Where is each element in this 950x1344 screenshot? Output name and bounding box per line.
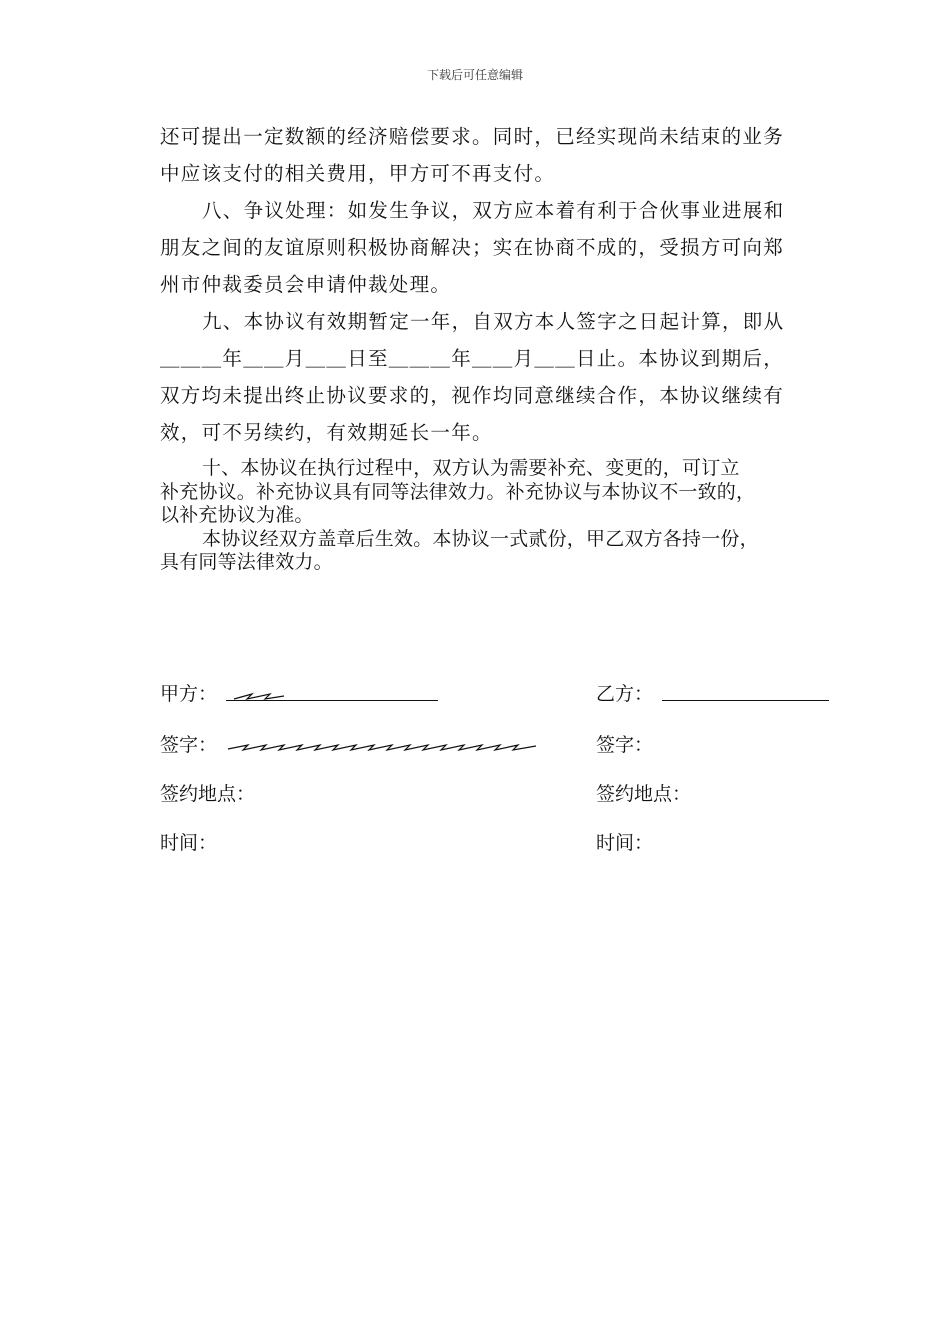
effect-line: 本协议经双方盖章后生效。本协议一式贰份，甲乙双方各持一份， [202,527,759,550]
clause-10-line: 以补充协议为准。 [160,504,314,526]
party-a-time-label: 时间： [160,832,218,854]
clause-10-line: 补充协议。补充协议具有同等法律效力。补充协议与本协议不一致的， [160,480,756,503]
clause-10-line: 十、本协议在执行过程中，双方认为需要补充、变更的，可订立 [202,457,740,479]
clause-8-line: 八、争议处理：如发生争议，双方应本着有利于合伙事业进展和 [202,199,785,222]
party-a-label: 甲方： [160,683,218,705]
party-a-sign-label: 签字： [160,734,218,756]
party-b-sign-label: 签字： [596,734,654,756]
clause-9-line: 效，可不另续约，有效期延长一年。 [160,421,493,444]
party-a-name-scribble [232,690,292,702]
paragraph-line: 还可提出一定数额的经济赔偿要求。同时，已经实现尚未结束的业务 [160,125,785,148]
clause-block-lower [160,457,840,575]
party-b-name-line[interactable] [662,700,829,701]
party-b-time-label: 时间： [596,832,654,854]
party-b-place-label: 签约地点： [596,783,692,805]
clause-9-line: 双方均未提出终止协议要求的，视作均同意继续合作，本协议继续有 [160,384,785,407]
paragraph-line: 中应该支付的相关费用，甲方可不再支付。 [160,162,556,185]
page-header: 下载后可任意编辑 [426,68,523,82]
clause-block-upper [160,118,840,451]
clause-8-line: 州市仲裁委员会申请仲裁处理。 [160,273,452,296]
clause-9-line: ＿＿＿年＿＿月＿＿日至＿＿＿年＿＿月＿＿日止。本协议到期后， [160,347,785,370]
party-b-label: 乙方： [596,683,654,705]
clause-8-line: 朋友之间的友谊原则积极协商解决；实在协商不成的，受损方可向郑 [160,236,785,259]
effect-line: 具有同等法律效力。 [160,551,333,573]
party-a-place-label: 签约地点： [160,783,256,805]
party-a-signature-scribble[interactable] [224,740,544,754]
clause-9-line: 九、本协议有效期暂定一年，自双方本人签字之日起计算，即从 [202,310,785,333]
